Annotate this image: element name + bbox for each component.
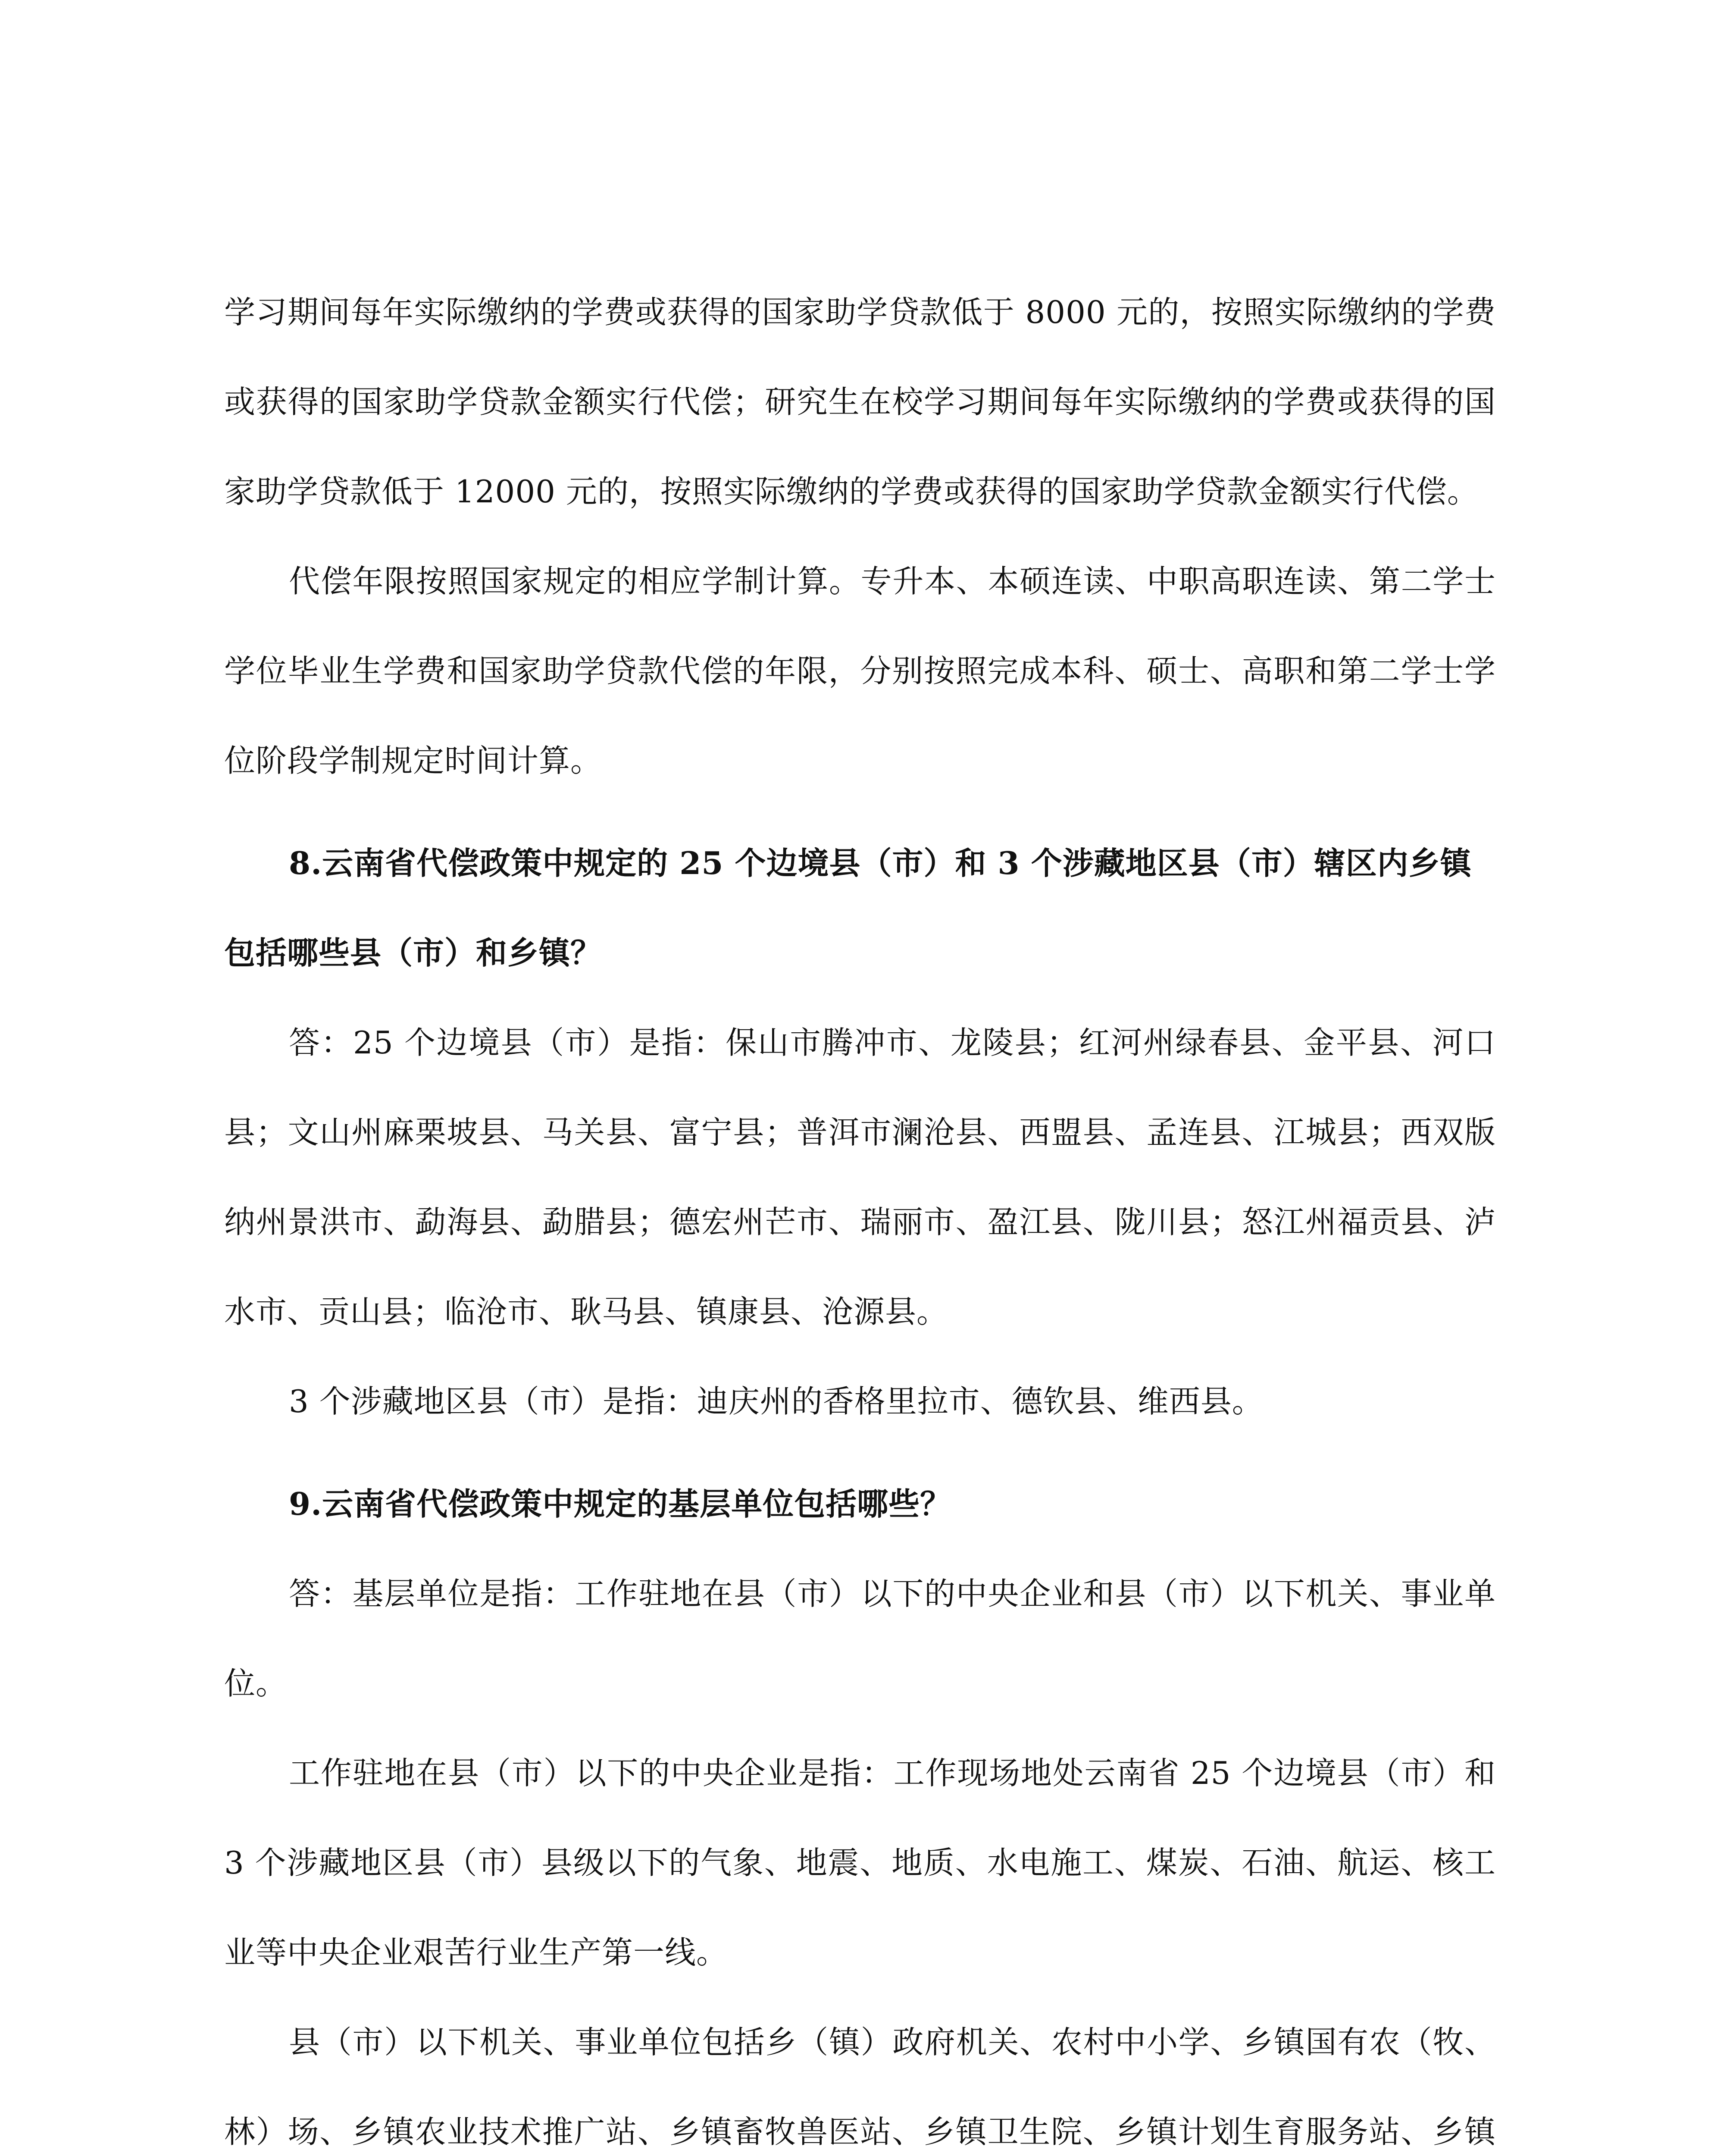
document-body	[224, 267, 1496, 2156]
paragraph-grassroots-definition: 答：基层单位是指：工作驻地在县（市）以下的中央企业和县（市）以下机关、事业单位。	[224, 1576, 1496, 1702]
heading-question-9: 9.云南省代偿政策中规定的基层单位包括哪些？	[289, 1485, 952, 1522]
paragraph-border-counties: 答：25 个边境县（市）是指：保山市腾冲市、龙陵县；红河州绿春县、金平县、河口县；文山州麻栗坡县、马关县、富宁县；普洱市澜沧县、西盟县、孟连县、江城县；西双版纳州景洪市、勐海县、勐腊县；德宏州芒市、瑞丽市、盈江县、陇川县；怒江州福贡县、泸水市、贡山县；临沧市、耿马县、镇康县、沧源县。	[224, 1025, 1496, 1330]
paragraph-central-enterprises: 工作驻地在县（市）以下的中央企业是指：工作现场地处云南省 25 个边境县（市）和 3 个涉藏地区县（市）县级以下的气象、地震、地质、水电施工、煤炭、石油、航运、核工业等中央企业艰苦行业生产第一线。	[224, 1755, 1496, 1971]
paragraph-tuition-compensation-amount: 学习期间每年实际缴纳的学费或获得的国家助学贷款低于 8000 元的，按照实际缴纳的学费或获得的国家助学贷款金额实行代偿；研究生在校学习期间每年实际缴纳的学费或获得的国家助学贷款低于 12000 元的，按照实际缴纳的学费或获得的国家助学贷款金额实行代偿。	[224, 294, 1496, 510]
paragraph-compensation-years: 代偿年限按照国家规定的相应学制计算。专升本、本硕连读、中职高职连读、第二学士学位毕业生学费和国家助学贷款代偿的年限，分别按照完成本科、硕士、高职和第二学士学位阶段学制规定时间计算。	[224, 563, 1496, 779]
paragraph-tibetan-counties: 3 个涉藏地区县（市）是指：迪庆州的香格里拉市、德钦县、维西县。	[289, 1383, 1264, 1420]
paragraph-county-institutions: 县（市）以下机关、事业单位包括乡（镇）政府机关、农村中小学、乡镇国有农（牧、林）场、乡镇农业技术推广站、乡镇畜牧兽医站、乡镇卫生院、乡镇计划生育服务站、乡镇	[224, 2024, 1496, 2150]
heading-question-8: 8.云南省代偿政策中规定的 25 个边境县（市）和 3 个涉藏地区县（市）辖区内乡镇包括哪些县（市）和乡镇？	[224, 845, 1472, 971]
